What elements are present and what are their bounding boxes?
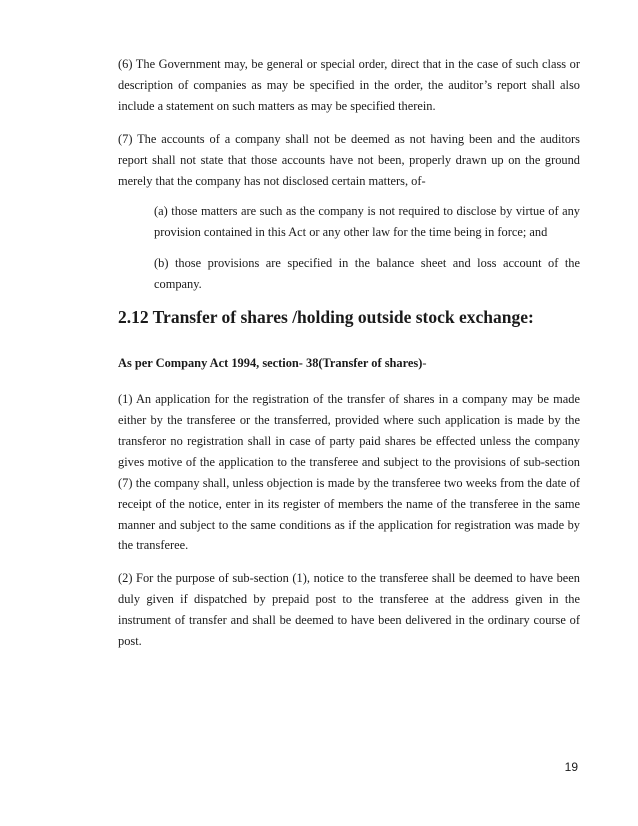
section-subheading bbox=[118, 353, 580, 373]
section-heading: 2.12 Transfer of shares /holding outside stock exchange: bbox=[118, 307, 534, 328]
paragraph-7: (7) The accounts of a company shall not be deemed as not having been and the auditors report shall not state that those accounts have not been, properly drawn up on the ground merely that the company has not disclosed certain matters, of- bbox=[118, 131, 580, 188]
subheading-text: As per Company Act 1994, section- 38(Transfer of shares) bbox=[118, 356, 423, 371]
page-number: 19 bbox=[564, 760, 578, 774]
paragraph-1: (1) An application for the registration of the transfer of shares in a company may be made either by the transferee or the transferred, provided where such application is made by the transferor no registration shall in case of party paid shares be effected unless the company gives motive of the application to the transferee and subject to the provisions of sub-section (7) the company shall, unless objection is made by the transferee two weeks from the date of receipt of the notice, enter in its register of members the name of the transferee in the same manner and subject to the same conditions as if the application for registration was made by the transferee. bbox=[118, 392, 580, 553]
paragraph-2: (2) For the purpose of sub-section (1), notice to the transferee shall be deemed to have been duly given if dispatched by prepaid post to the transferee at the address given in the instrument of transfer and shall be deemed to have been delivered in the ordinary course of post. bbox=[118, 571, 580, 649]
list-item-a: (a) those matters are such as the company is not required to disclose by virtue of any provision contained in this Act or any other law for the time being in force; and bbox=[154, 204, 580, 240]
document-body bbox=[118, 54, 580, 652]
paragraph-6: (6) The Government may, be general or special order, direct that in the case of such class or description of companies as may be specified in the order, the auditor’s report shall also include a statement on such matters as may be specified therein. bbox=[118, 57, 580, 113]
subheading-tail: - bbox=[422, 356, 427, 371]
list-item-b: (b) those provisions are specified in the balance sheet and loss account of the company. bbox=[154, 256, 580, 292]
